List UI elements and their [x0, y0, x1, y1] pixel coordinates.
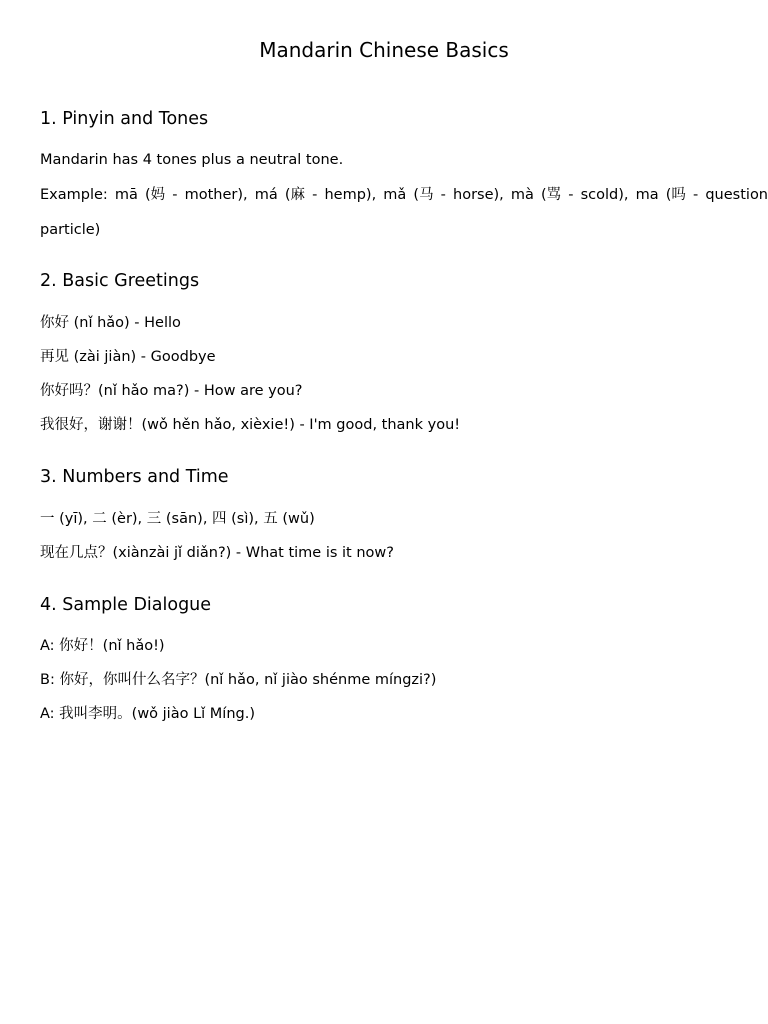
- greeting-im-good: 我很好，谢谢！(wǒ hěn hǎo, xièxie!) - I'm good, thank you!: [40, 417, 461, 433]
- dialogue-line-b1: B: 你好，你叫什么名字？(nǐ hǎo, nǐ jiào shénme míngzi?): [40, 672, 437, 688]
- dialogue-line-a1: A: 你好！(nǐ hǎo!): [40, 638, 165, 654]
- tones-intro-text: Mandarin has 4 tones plus a neutral tone.: [40, 152, 344, 168]
- section-heading-sample-dialogue: 4. Sample Dialogue: [40, 595, 212, 615]
- greeting-goodbye: 再见 (zài jiàn) - Goodbye: [40, 349, 216, 365]
- section-heading-pinyin-tones: 1. Pinyin and Tones: [40, 109, 209, 129]
- section-heading-greetings: 2. Basic Greetings: [40, 271, 200, 291]
- tones-example-continuation: particle): [40, 222, 101, 238]
- tones-example-text: Example: mā (妈 - mother), má (麻 - hemp), mǎ (马 - horse), mà (骂 - scold), ma (吗 - question: [40, 187, 768, 203]
- greeting-hello: 你好 (nǐ hǎo) - Hello: [40, 315, 181, 331]
- document-title: Mandarin Chinese Basics: [259, 38, 509, 62]
- section-heading-numbers-time: 3. Numbers and Time: [40, 467, 229, 487]
- numbers-list: 一 (yī), 二 (èr), 三 (sān), 四 (sì), 五 (wǔ): [40, 511, 315, 527]
- time-question: 现在几点？(xiànzài jǐ diǎn?) - What time is it now?: [40, 545, 394, 561]
- greeting-how-are-you: 你好吗？(nǐ hǎo ma?) - How are you?: [40, 383, 303, 399]
- dialogue-line-a2: A: 我叫李明。(wǒ jiào Lǐ Míng.): [40, 706, 255, 722]
